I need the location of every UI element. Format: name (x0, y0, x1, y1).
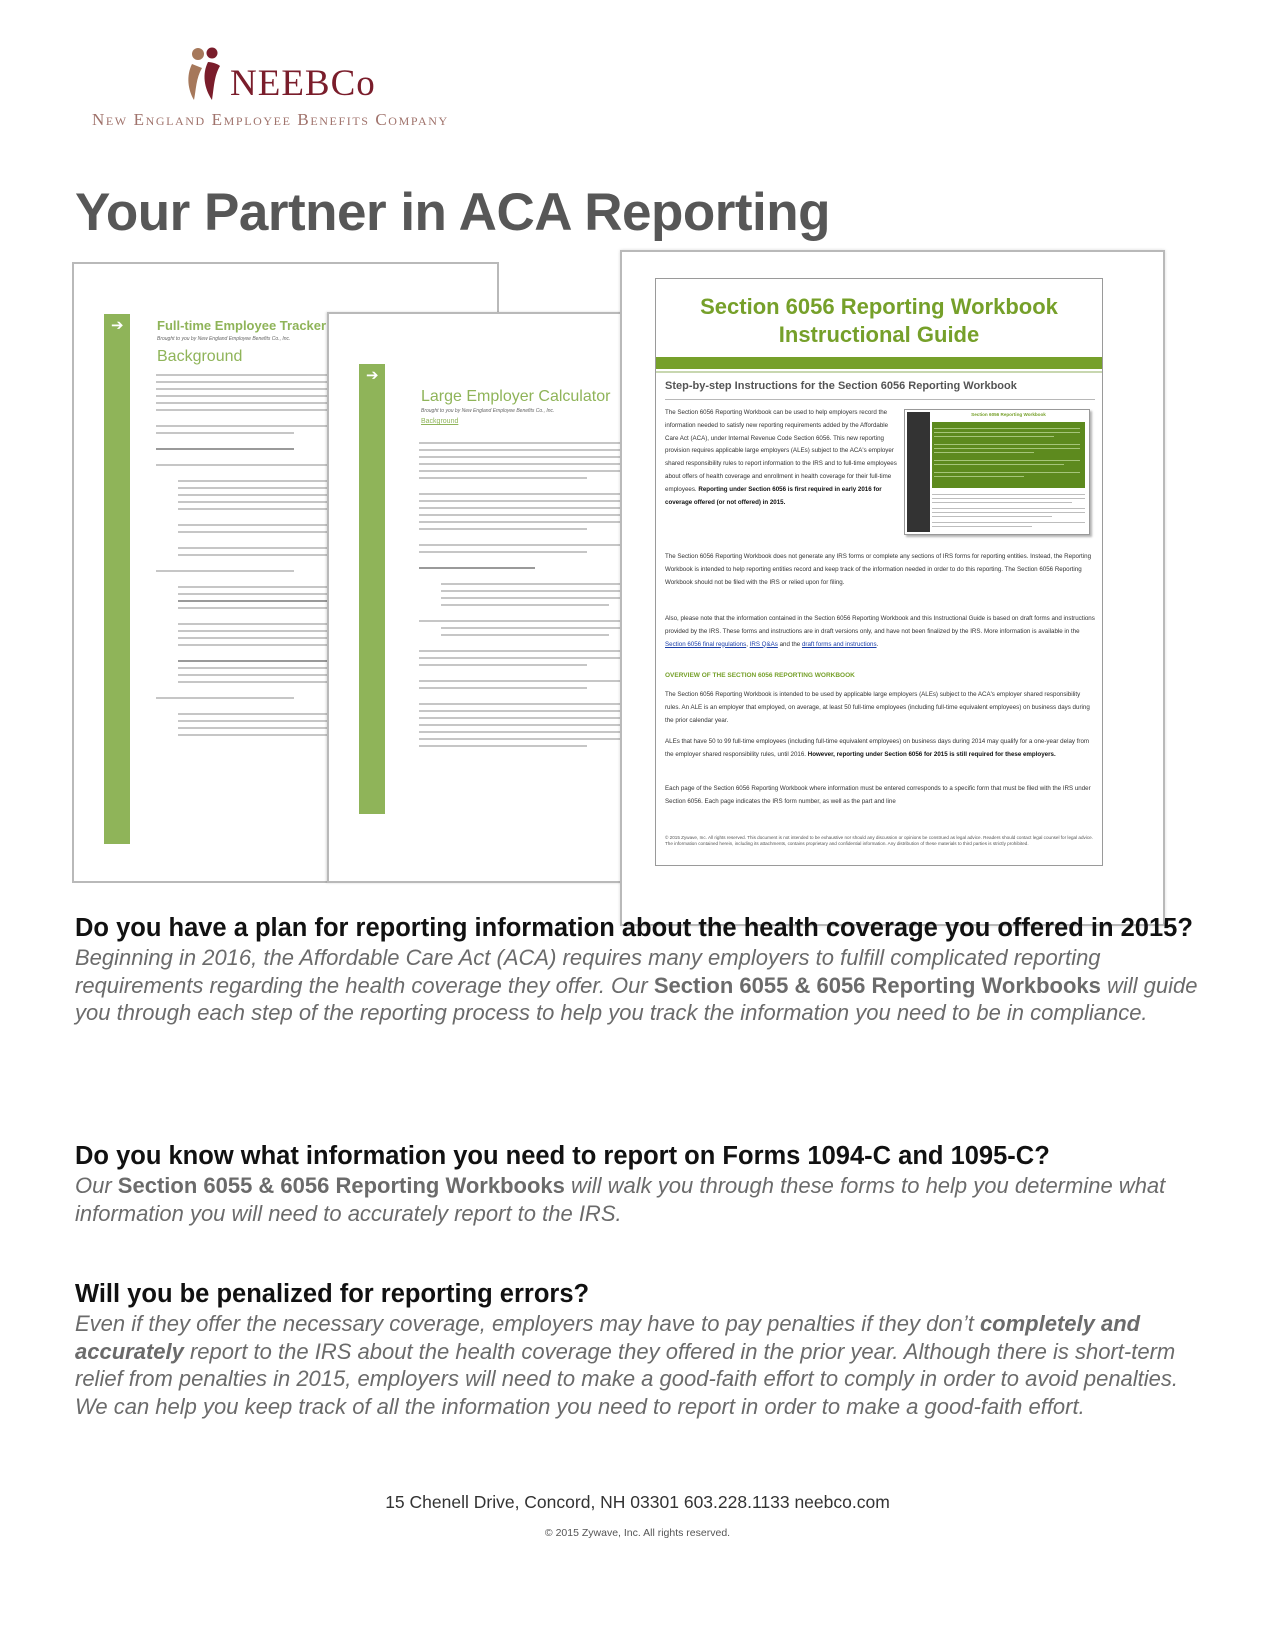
regulations-link[interactable]: Section 6056 final regulations (665, 640, 747, 648)
company-logo (92, 46, 512, 136)
divider (665, 399, 1095, 400)
qa-section-forms (75, 1140, 1205, 1227)
irs-qa-link[interactable]: IRS Q&As (749, 640, 778, 648)
thumbnail-subtitle: Brought to you by New England Employee Benefits Co., Inc. (157, 336, 291, 342)
guide-footer-note: © 2015 Zywave, Inc. All rights reserved. This document is not intended to be exhaustive nor should any discussion or opinions be construed as legal advice. Readers should contact legal counsel for legal advice. The information contained herein, including its attachments, contains proprietary and confidential information. Any distribution of these materials to third parties is strictly prohibited. (665, 835, 1093, 847)
question-heading: Will you be penalized for reporting errors? (75, 1280, 590, 1308)
guide-paragraph: Each page of the Section 6056 Reporting Workbook where information must be entered corresponds to a specific form that must be filed with the IRS under Section 6056. Each page indicates the IRS form number, as well as the part and line (665, 785, 1091, 805)
people-logo-icon (184, 46, 230, 104)
qa-section-plan (75, 912, 1205, 1027)
page-title: Your Partner in ACA Reporting (75, 183, 831, 242)
guide-paragraph: ALEs that have 50 to 99 full-time employees (including full-time equivalent employees) on business days during 2014 may qualify for a one-year delay from the employer shared responsibility rules, until 2016. However, reporting under Section 6056 for 2015 is still required for these employers. (665, 738, 1090, 758)
qa-section-penalties (75, 1278, 1205, 1420)
question-heading: Do you have a plan for reporting information about the health coverage you offered in 2015? (75, 914, 1193, 942)
thumbnail-section-heading: Background (421, 418, 459, 425)
thumbnail-section-heading: Background (157, 348, 243, 365)
thumbnail-title: Full-time Employee Tracker (157, 318, 327, 333)
green-band (656, 357, 1102, 369)
guide-title (656, 293, 1102, 349)
arrow-right-icon: ➔ (111, 317, 124, 334)
guide-title-line-1: Section 6056 Reporting Workbook (700, 294, 1058, 319)
guide-paragraph: The Section 6056 Reporting Workbook does not generate any IRS forms or complete any sections of IRS forms for reporting entities. Instead, the Reporting Workbook is intended to help reporting entities record and keep track of the information needed in order to do this reporting. The Section 6056 Reporting Workbook should not be filed with the IRS or relied upon for filing. (665, 553, 1092, 586)
draft-forms-link[interactable]: draft forms and instructions (801, 640, 877, 648)
guide-page (655, 278, 1103, 866)
guide-paragraph: Also, please note that the information contained in the Section 6056 Reporting Workbook and this Instructional Guide is based on draft forms and instructions provided by the IRS. These forms and instructions are in draft versions only, and have not been finalized by the IRS. More information is available in the Section 6056 final regulations, IRS Q&As and the draft forms and instructions. (665, 615, 1095, 648)
answer-text: Our Section 6055 & 6056 Reporting Workbooks will walk you through these forms to help you determine what information you will need to accurately report to the IRS. (75, 1173, 1166, 1226)
guide-step-heading: Step-by-step Instructions for the Section 6056 Reporting Workbook (665, 380, 1017, 392)
thumbnail-text-lines (419, 442, 627, 752)
answer-text: Even if they offer the necessary coverage, employers may have to pay penalties if they don’t completely and accurately report to the IRS about the health coverage they offered in the prior year. Although there is short-term relief from penalties in 2015, employers will need to make a good-faith effort to comply in order to avoid penalties. We can help you keep track of all the information you need to report in order to make a good-faith effort. (75, 1311, 1179, 1419)
footer-copyright: © 2015 Zywave, Inc. All rights reserved. (544, 1527, 731, 1539)
guide-paragraph: The Section 6056 Reporting Workbook is intended to be used by applicable large employers (ALEs) subject to the ACA's employer shared responsibility rules. An ALE is an employer that employed, on average, at least 50 full-time employees (including full-time equivalent employees) on business days during the prior calendar year. (665, 691, 1090, 724)
calculator-document-thumbnail (327, 312, 627, 883)
brand-tagline: New England Employee Benefits Company (92, 110, 449, 129)
green-sidebar (359, 364, 385, 814)
green-sidebar (104, 314, 130, 844)
thumbnail-title: Large Employer Calculator (421, 388, 611, 405)
thumbnail-subtitle: Brought to you by New England Employee Benefits Co., Inc. (421, 408, 555, 414)
workbook-screenshot-inset (904, 409, 1090, 535)
footer-contact-info: 15 Chenell Drive, Concord, NH 03301 603.228.1133 neebco.com (385, 1492, 890, 1512)
inset-title: Section 6056 Reporting Workbook (971, 412, 1046, 417)
overview-heading: OVERVIEW OF THE SECTION 6056 REPORTING WORKBOOK (665, 672, 855, 679)
guide-paragraph: The Section 6056 Reporting Workbook can be used to help employers record the information needed to satisfy new reporting requirements added by the Affordable Care Act (ACA), under Internal Revenue Code Section 6056. This new reporting provision requires applicable large employers (ALEs) subject to the ACA's employer shared responsibility rules to report information to the IRS and to full-time employees about offers of health coverage and enrollment in health coverage for their full-time employees. Reporting under Section 6056 is first required in early 2016 for coverage offered (or not offered) in 2015. (665, 409, 897, 506)
guide-title-line-2: Instructional Guide (778, 322, 980, 347)
light-green-band (656, 371, 1102, 373)
question-heading: Do you know what information you need to report on Forms 1094-C and 1095-C? (75, 1142, 1050, 1170)
brand-name: NEEBCo (230, 63, 376, 104)
answer-text: Beginning in 2016, the Affordable Care Act (ACA) requires many employers to fulfill complicated reporting requirements regarding the health coverage they offer. Our Section 6055 & 6056 Reporting Workbooks will guide you through each step of the reporting process to help you track the information you need to be in compliance. (75, 945, 1198, 1025)
arrow-right-icon: ➔ (366, 367, 379, 384)
instructional-guide-thumbnail (620, 250, 1165, 926)
